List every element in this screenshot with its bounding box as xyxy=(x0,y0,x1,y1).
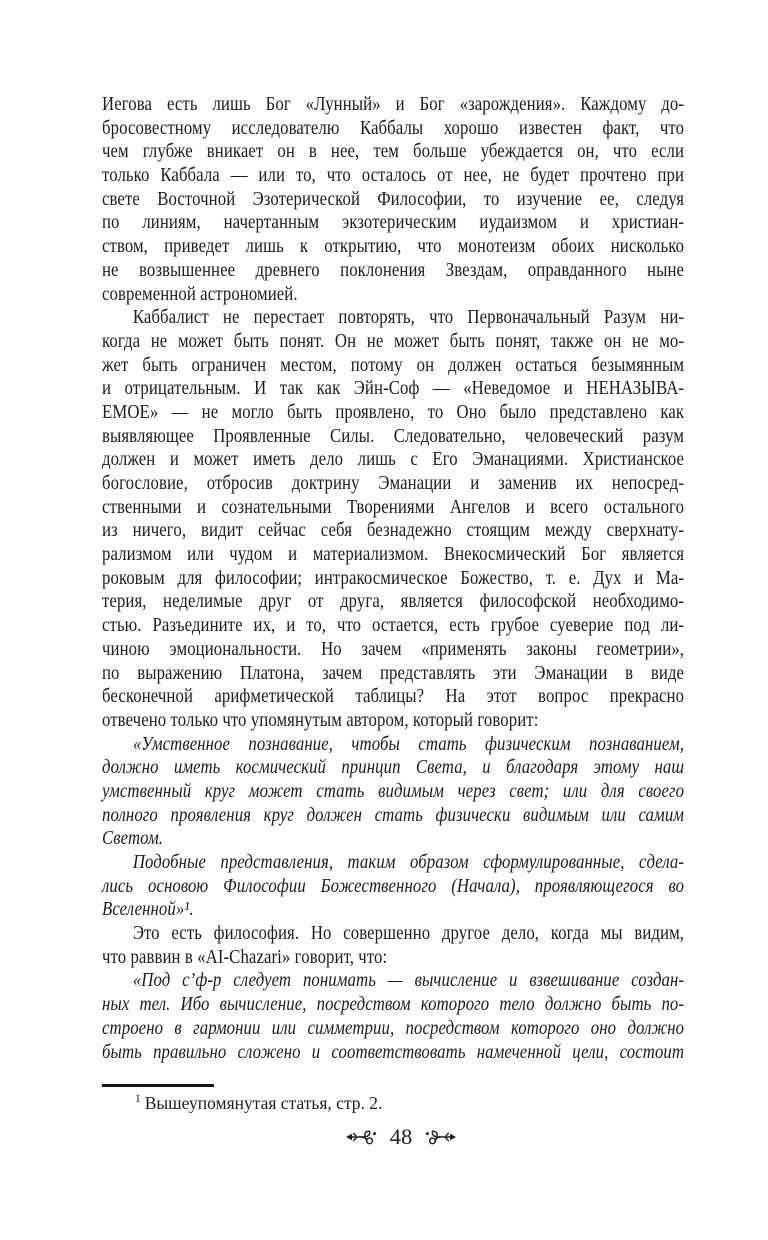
text-line: чиною эмоциональности. Но зачем «применять законы геометрии», xyxy=(102,638,685,660)
text-line: и отрицательным. И так как Эйн-Соф — «Неведомое и НЕНАЗЫВА- xyxy=(102,378,685,400)
text-line: только Каббала — или то, что осталось от нее, не будет прочтено при xyxy=(102,165,685,187)
text-line: Каббалист не перестает повторять, что Первоначальный Разум ни- xyxy=(132,307,685,329)
text-line: ЕМОЕ» — не могло быть проявлено, то Оно было представлено как xyxy=(102,401,685,423)
text-line: лись основою Философии Божественного (Начала), проявляющегося во xyxy=(102,875,685,897)
text-line: «Умственное познавание, чтобы стать физическим познаванием, xyxy=(132,733,685,755)
text-line: быть правильно сложено и соответствовать намеченной цели, состоит xyxy=(102,1041,685,1063)
text-line: по линиям, начертанным экзотерическим иудаизмом и христиан- xyxy=(102,212,685,234)
fleuron-right-icon xyxy=(425,1128,457,1146)
text-line: должно иметь космический принцип Света, и благодаря этому наш xyxy=(102,757,685,779)
text-line: стью. Разъедините их, и то, что остается, есть грубое суеверие под ли- xyxy=(102,615,685,637)
text-line: рализмом или чудом и материализмом. Внекосмический Бог является xyxy=(102,544,685,566)
text-body xyxy=(102,93,684,1064)
text-line: должен и может иметь дело лишь с Его Эманациями. Христианское xyxy=(102,449,685,471)
text-line: бесконечной арифметической таблицы? На этот вопрос прекрасно xyxy=(102,686,685,708)
text-line: бросовестному исследователю Каббалы хорошо известен факт, что xyxy=(102,117,685,139)
text-line: когда не может быть понят. Он не может быть понят, также он не мо- xyxy=(102,330,685,352)
text-line: роковым для философии; интракосмическое Божество, т. е. Дух и Ма- xyxy=(102,567,685,589)
text-line: чем глубже вникает он в нее, тем больше убеждается он, что если xyxy=(102,141,685,163)
text-line: Светом. xyxy=(102,828,164,850)
text-line: Это есть философия. Но совершенно другое дело, когда мы видим, xyxy=(132,923,685,945)
footnote xyxy=(102,1092,684,1114)
text-line: Иегова есть лишь Бог «Лунный» и Бог «зарождения». Каждому до- xyxy=(102,94,685,115)
text-line: по выражению Платона, зачем представлять эти Эманации в виде xyxy=(102,662,685,684)
text-line: из ничего, видит сейчас себя безнадежно стоящим между сверхнату- xyxy=(102,520,685,542)
text-line: богословие, отбросив доктрину Эманации и заменив их непосред- xyxy=(102,473,685,494)
text-line: строено в гармонии или симметрии, посредством которого оно должно xyxy=(102,1017,685,1039)
text-line: Подобные представления, таким образом сформулированные, сдела- xyxy=(132,852,685,873)
text-line: выявляющее Проявленные Силы. Следовательно, человеческий разум xyxy=(102,425,685,447)
text-line: жет быть ограничен местом, потому он должен остаться безымянным xyxy=(102,354,685,376)
text-line: свете Восточной Эзотерической Философии, то изучение ее, следуя xyxy=(102,188,685,210)
text-line: современной астрономией. xyxy=(102,283,298,305)
text-line: отвечено только что упомянутым автором, который говорит: xyxy=(102,709,539,731)
text-line: ственными и сознательными Творениями Ангелов и всего остального xyxy=(102,496,685,518)
footnote-divider xyxy=(102,1084,214,1087)
fleuron-left-icon xyxy=(345,1128,377,1146)
text-line: не возвышеннее древнего поклонения Звездам, оправданного ныне xyxy=(102,259,685,281)
text-line: что раввин в «AI-Chazari» говорит, что: xyxy=(102,946,388,968)
text-line: терия, неделимые друг от друга, является философской необходимо- xyxy=(102,591,685,613)
footnote-marker: 1 xyxy=(135,1093,141,1106)
page-number: 48 xyxy=(389,1124,413,1149)
text-line: ством, приведет лишь к открытию, что монотеизм обоих нисколько xyxy=(102,236,685,258)
text-line: умственный круг может стать видимым через свет; или для своего xyxy=(102,780,685,802)
text-line: полного проявления круг должен стать физически видимым или самим xyxy=(102,804,685,826)
footnote-text: Вышеупомянутая статья, стр. 2. xyxy=(144,1093,383,1113)
text-line: Вселенной»¹. xyxy=(102,899,194,921)
page-footer xyxy=(102,1124,684,1150)
text-line: «Под с’ф-р следует понимать — вычисление и взвешивание создан- xyxy=(132,970,685,992)
text-line: ных тел. Ибо вычисление, посредством которого тело должно быть по- xyxy=(102,994,685,1016)
